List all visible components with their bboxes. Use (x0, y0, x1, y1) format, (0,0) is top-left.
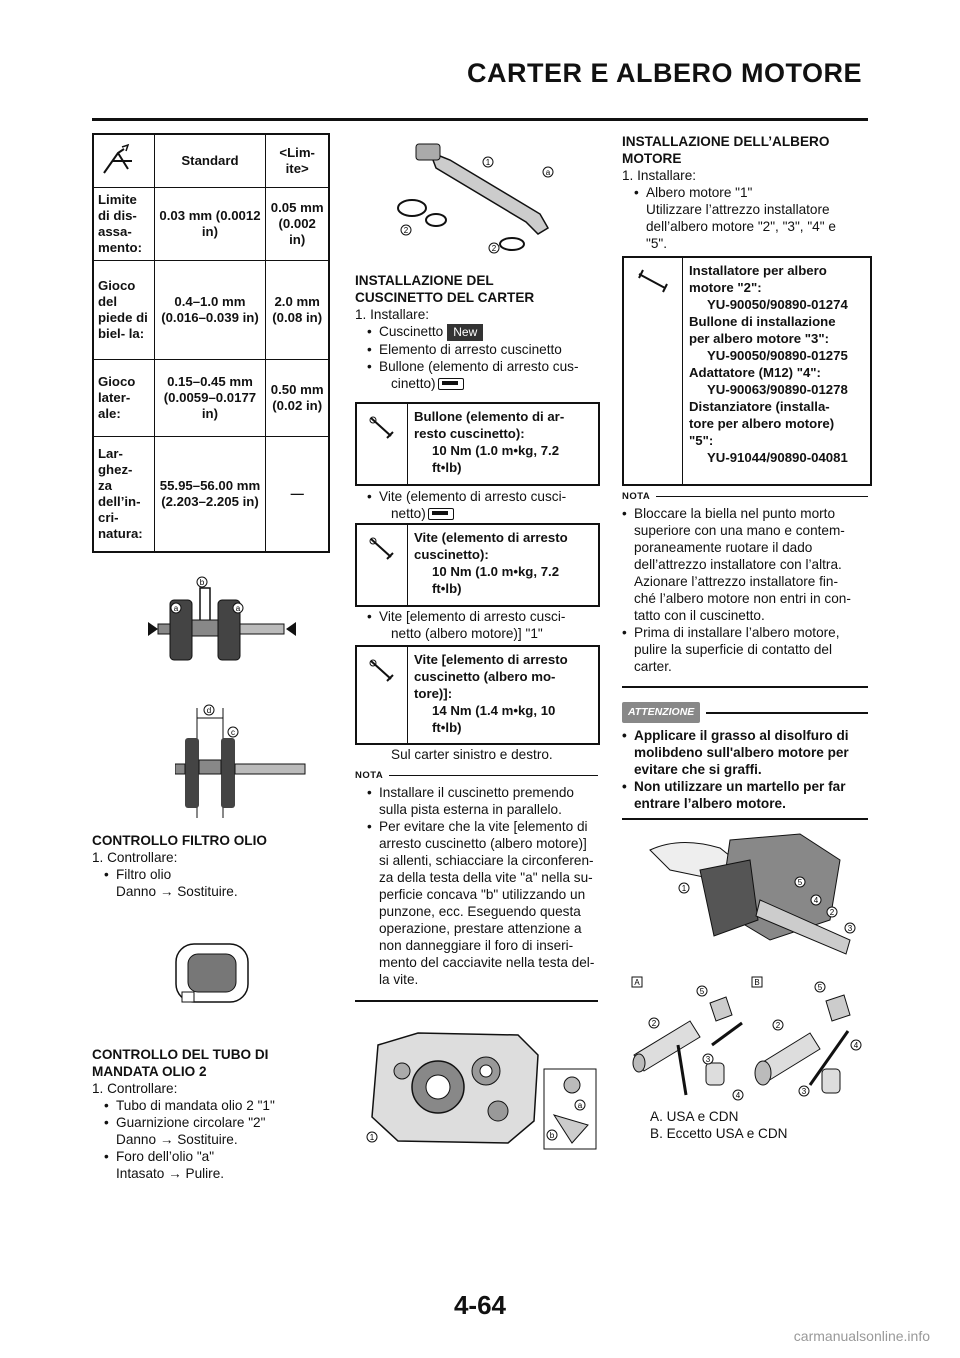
attention-body (622, 727, 868, 812)
bullet-continuation (355, 375, 600, 392)
nota-header (622, 488, 868, 505)
callout-5: 5 (797, 878, 803, 887)
row-label: Limite di dis- assa- mento: (93, 188, 154, 261)
locking-agent-icon (438, 378, 464, 390)
step-text: 1. Installare: (355, 307, 430, 322)
spec-table-wrap (92, 133, 330, 553)
attention-continuation: molibdeno sull'albero motore per (634, 745, 849, 760)
bullet-text: cinetto) (391, 375, 436, 391)
spec-value: 10 Nm (1.0 m•kg, 7.2 (432, 564, 560, 579)
attention-rule (706, 712, 868, 714)
special-tool-icon (635, 266, 671, 296)
bullet-item: • Bullone (elemento di arresto cus- (355, 358, 600, 375)
callout-5: 5 (817, 983, 823, 992)
callout-d: d (206, 706, 212, 715)
tool-code: YU-90050/90890-01274 (707, 297, 848, 312)
crankshaft-install-section (622, 133, 872, 252)
page-number: 4-64 (453, 1290, 507, 1320)
tool-name: "5": (689, 433, 714, 448)
torque-wrench-icon (367, 655, 397, 685)
callout-2: 2 (829, 908, 835, 917)
oil-pipe-figure (390, 138, 590, 263)
tool-icon-cell (93, 134, 154, 188)
row-label: Lar- ghez- za dell’in- cri- natura: (93, 437, 154, 553)
spec-value: ft•lb) (432, 460, 462, 475)
callout-a: a (235, 604, 241, 613)
spec-title: cuscinetto): (414, 547, 489, 562)
nota-rule (656, 496, 868, 497)
bullet-item: • Elemento di arresto cuscinetto (355, 341, 600, 358)
bullet-item: • Foro dell’olio "a" (92, 1148, 332, 1165)
note-continuation: tatto con il cuscinetto. (634, 608, 765, 623)
nota-section (622, 488, 868, 675)
legend-b: B. Eccetto USA e CDN (650, 1126, 788, 1141)
row-limit: 0.50 mm (0.02 in) (266, 360, 329, 437)
special-tools-box (622, 256, 872, 486)
note-continuation: sulla pista esterna in parallelo. (379, 802, 562, 817)
spec-title: Vite [elemento di arresto (414, 652, 568, 667)
bullet-text: Cuscinetto (379, 324, 444, 339)
tool-code: YU-90063/90890-01278 (707, 382, 848, 397)
attention-section (622, 702, 868, 812)
callout-a: a (545, 168, 551, 177)
row-limit: 2.0 mm (0.08 in) (266, 261, 329, 360)
spec-title: Bullone (elemento di ar- (414, 409, 565, 424)
oil-filter-figure (172, 940, 252, 1010)
bullet-desc: dell’albero motore "2", "3", "4" e (646, 219, 836, 234)
installer-tools-figure (630, 975, 865, 1105)
row-standard: 0.03 mm (0.0012 in) (154, 188, 266, 261)
figure-label-a: A (634, 978, 640, 987)
icon-cell (357, 525, 408, 605)
tool-name: tore per albero motore) (689, 416, 835, 431)
tool-name: Bullone di installazione (689, 314, 836, 329)
tool-name: motore "2": (689, 280, 762, 295)
row-standard: 0.15–0.45 mm (0.0059–0.0177 in) (154, 360, 266, 437)
note-continuation: arresto cuscinetto (albero motore)] (379, 836, 587, 851)
row-label: Gioco later- ale: (93, 360, 154, 437)
note-continuation: punzone, ecc. Eseguendo questa (379, 904, 581, 919)
bullet-item: • Filtro olio (92, 866, 332, 883)
bullet-continuation (355, 505, 600, 522)
note-continuation: la vite. (379, 972, 419, 987)
callout-3: 3 (847, 924, 853, 933)
nota-label: NOTA (355, 770, 384, 781)
bullet-continuation: netto (albero motore)] "1" (391, 626, 543, 641)
screw-bullet (355, 488, 600, 522)
callout-b: b (199, 578, 205, 587)
callout-b: b (549, 1131, 555, 1140)
box-body (683, 258, 854, 484)
torque-wrench-icon (367, 412, 397, 442)
attention-end-rule (622, 818, 868, 820)
nota-end-rule (355, 1000, 598, 1002)
section-heading: CONTROLLO DEL TUBO DI (92, 1047, 269, 1062)
note-continuation: ché l’albero motore non entri in con- (634, 591, 851, 606)
callout-a: a (173, 604, 179, 613)
spec-value: 14 Nm (1.4 m•kg, 10 (432, 703, 556, 718)
row-standard: 55.95–56.00 mm (2.203–2.205 in) (154, 437, 266, 553)
callout-1: 1 (681, 884, 687, 893)
note-continuation: poraneamente ruotare il dado (634, 540, 813, 555)
box-body (408, 647, 574, 743)
figure-legend (650, 1108, 860, 1142)
spec-value: ft•lb) (432, 720, 462, 735)
crank-screw-bullet (355, 608, 600, 642)
bullet-item: • Tubo di mandata olio 2 "1" (92, 1097, 332, 1114)
spec-title: resto cuscinetto): (414, 426, 525, 441)
note-continuation: pulire la superficie di contatto del (634, 642, 832, 657)
tool-code: YU-90050/90890-01275 (707, 348, 848, 363)
spec-value: ft•lb) (432, 581, 462, 596)
attention-badge: ATTENZIONE (622, 702, 700, 723)
action-text: Danno → Sostituire. (116, 884, 238, 899)
attention-continuation: evitare che si graffi. (634, 762, 762, 777)
table-row (93, 360, 329, 437)
note-item: • Bloccare la biella nel punto morto (634, 505, 868, 522)
legend-a: A. USA e CDN (650, 1109, 739, 1124)
bearing-install-section (355, 272, 600, 392)
table-row (93, 261, 329, 360)
table-row (93, 188, 329, 261)
tool-name: Installatore per albero (689, 263, 827, 278)
callout-1: 1 (369, 1133, 375, 1142)
figure-label-b: B (754, 978, 760, 987)
torque-spec-box (355, 523, 600, 607)
oil-pipe-section (92, 1046, 332, 1182)
note-continuation: mento del cacciavite nella testa del- (379, 955, 595, 970)
callout-2: 2 (775, 1021, 781, 1030)
bullet-item: • Vite (elemento di arresto cusci- (355, 488, 600, 505)
bullet-desc: "5". (646, 236, 667, 251)
callout-4: 4 (853, 1041, 859, 1050)
callout-4: 4 (735, 1091, 741, 1100)
tool-code: YU-91044/90890-04081 (707, 450, 848, 465)
bullet-item (355, 323, 600, 341)
section-heading: MOTORE (622, 151, 682, 166)
table-row (93, 437, 329, 553)
bullet-item: • Albero motore "1" (622, 184, 872, 201)
note-item: • Installare il cuscinetto premendo (367, 784, 600, 801)
torque-wrench-icon (367, 533, 397, 563)
crankcase-figure (358, 1025, 598, 1150)
step-text: 1. Controllare: (92, 850, 178, 865)
oil-filter-section (92, 832, 332, 900)
section-heading: CONTROLLO FILTRO OLIO (92, 833, 267, 848)
sub-text: Sul carter sinistro e destro. (391, 747, 553, 762)
spec-title: cuscinetto (albero mo- (414, 669, 556, 684)
callout-5: 5 (699, 987, 705, 996)
note-item: • Per evitare che la vite [elemento di (367, 818, 600, 835)
torque-spec-box (355, 645, 600, 745)
attention-item: • Non utilizzare un martello per far (634, 778, 868, 795)
callout-4: 4 (813, 896, 819, 905)
step-text: 1. Controllare: (92, 1081, 178, 1096)
callout-3: 3 (801, 1087, 807, 1096)
box-body (408, 525, 574, 605)
crankshaft-install-figure (640, 830, 865, 970)
watermark: carmanualsonline.info (793, 1328, 930, 1344)
measuring-tool-icon (98, 143, 142, 179)
page-title: CARTER E ALBERO MOTORE (466, 58, 862, 88)
callout-2: 2 (403, 226, 409, 235)
bullet-item: • Vite [elemento di arresto cusci- (355, 608, 600, 625)
callout-2: 2 (651, 1019, 657, 1028)
icon-cell (357, 404, 408, 484)
row-limit: 0.05 mm (0.002 in) (266, 188, 329, 261)
callout-3: 3 (705, 1055, 711, 1064)
attention-header (622, 702, 868, 723)
callout-c: c (231, 728, 235, 737)
spec-value: 10 Nm (1.0 m•kg, 7.2 (432, 443, 560, 458)
section-heading: INSTALLAZIONE DEL (355, 273, 494, 288)
callout-2: 2 (491, 244, 497, 253)
note-continuation: perficie concava "b" utilizzando un (379, 887, 586, 902)
attention-item: • Applicare il grasso al disolfuro di (634, 727, 868, 744)
box-body (408, 404, 570, 484)
note-section (355, 746, 600, 988)
bullet-item: • Guarnizione circolare "2" (92, 1114, 332, 1131)
note-continuation: superiore con una mano e contem- (634, 523, 845, 538)
nota-end-rule (622, 686, 868, 688)
tool-name: per albero motore "3": (689, 331, 830, 346)
note-item: • Prima di installare l’albero motore, (634, 624, 868, 641)
attention-continuation: entrare l’albero motore. (634, 796, 786, 811)
step-text: 1. Installare: (622, 168, 697, 183)
crankshaft-runout-figure (140, 570, 300, 680)
action-text: Danno → Sostituire. (116, 1132, 238, 1147)
note-continuation: carter. (634, 659, 672, 674)
locking-agent-icon (428, 508, 454, 520)
table-header-standard: Standard (154, 134, 266, 188)
tool-name: Distanziatore (installa- (689, 399, 830, 414)
row-label: Gioco del piede di biel- la: (93, 261, 154, 360)
row-standard: 0.4–1.0 mm (0.016–0.039 in) (154, 261, 266, 360)
bullet-text: netto) (391, 506, 426, 521)
note-continuation: za della testa della vite "a" nella su- (379, 870, 593, 885)
note-continuation: Azionare l’attrezzo installatore fin- (634, 574, 838, 589)
new-badge: New (447, 324, 483, 341)
table-header-limit: <Lim- ite> (266, 134, 329, 188)
note-continuation: si allenti, schiacciare la circonferen- (379, 853, 594, 868)
nota-header (355, 767, 600, 784)
table-row (93, 134, 329, 188)
header-rule (92, 118, 868, 121)
note-continuation: non danneggiare il foro di inseri- (379, 938, 574, 953)
icon-cell (624, 258, 683, 484)
nota-label: NOTA (622, 491, 651, 502)
torque-spec-box (355, 402, 600, 486)
note-continuation: operazione, prestare attenzione a (379, 921, 582, 936)
crankshaft-width-figure (175, 698, 325, 828)
section-heading: CUSCINETTO DEL CARTER (355, 290, 535, 305)
section-heading: MANDATA OLIO 2 (92, 1064, 207, 1079)
callout-a: a (577, 1101, 583, 1110)
icon-cell (357, 647, 408, 743)
tool-name: Adattatore (M12) "4": (689, 365, 821, 380)
bullet-desc: Utilizzare l’attrezzo installatore (646, 202, 830, 217)
row-limit: — (266, 437, 329, 553)
note-continuation: dell’attrezzo installatore con l’altra. (634, 557, 842, 572)
spec-title: Vite (elemento di arresto (414, 530, 568, 545)
spec-title: tore)]: (414, 686, 453, 701)
callout-1: 1 (485, 158, 491, 167)
spec-table (92, 133, 330, 553)
action-text: Intasato → Pulire. (116, 1166, 225, 1181)
section-heading: INSTALLAZIONE DELL’ALBERO (622, 134, 830, 149)
nota-rule (389, 775, 598, 776)
